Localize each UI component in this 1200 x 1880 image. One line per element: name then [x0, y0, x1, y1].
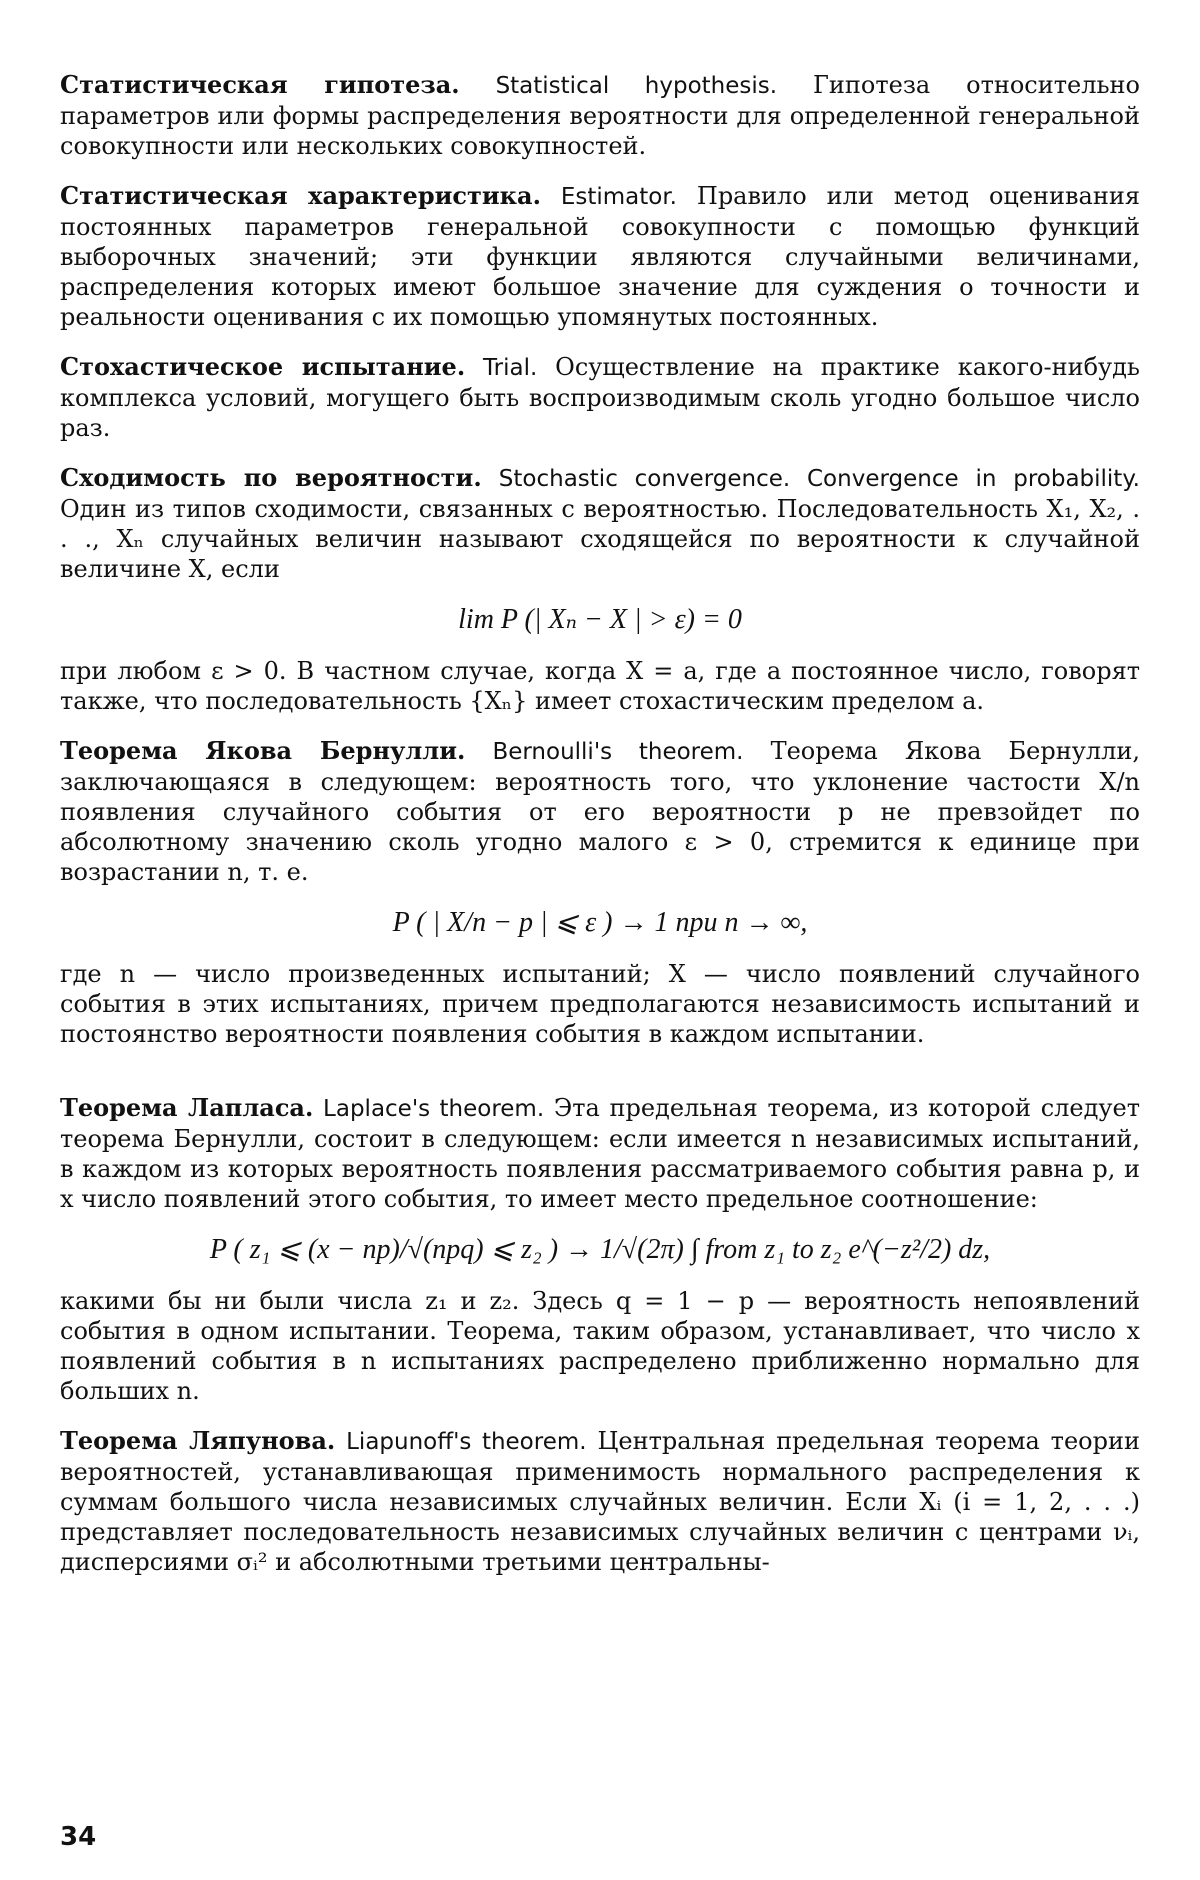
entry-term: Теорема Ляпунова. [60, 1426, 336, 1455]
entry-definition: Правило или метод оценивания постоянных параметров генеральной совокупности с помощью функций выборочных значений; эти функции являются случайными величинами, распределения которых имеют большое значение для суждения о точности и реальности оценивания с их помощью упомянутых постоянных. [60, 182, 1140, 331]
entry-english: Statistical hypothesis. [495, 73, 778, 99]
entry-term: Сходимость по вероятности. [60, 463, 482, 492]
entry-definition: Центральная предельная теорема теории вероятностей, устанавливающая применимость нормального распределения к суммам большого числа независимых случайных величин. Если Xᵢ (i = 1, 2, . . .) представляет последовательность независимых случайных величин с центрами νᵢ, дисперсиями σᵢ² и абсолютными третьими центральны- [60, 1427, 1140, 1576]
formula-bernoulli: P ( | X/n − p | ⩽ ε ) → 1 при n → ∞, [392, 907, 808, 938]
entry-english: Stochastic convergence. Convergence in probability. [498, 466, 1140, 492]
entry-liapunoff-theorem [60, 1426, 1140, 1577]
entry-term: Стохастическое испытание. [60, 352, 466, 381]
entry-continuation: при любом ε > 0. В частном случае, когда X = a, где a постоянное число, говорят также, что последовательность {Xₙ} имеет стохастическим пределом a. [60, 657, 1140, 715]
entry-english: Bernoulli's theorem. [492, 739, 744, 765]
page-number: 34 [60, 1822, 97, 1852]
entry-continuation: где n — число произведенных испытаний; X — число появлений случайного события в этих испытаниях, причем предполагаются независимость испытаний и постоянство вероятности появления события в каждом испытании. [60, 960, 1140, 1048]
entry-definition: Один из типов сходимости, связанных с вероятностью. Последовательность X₁, X₂, . . ., Xₙ случайных величин называют сходящейся по вероятности к случайной величине X, если [60, 495, 1140, 583]
entry-definition: Гипотеза относительно параметров или формы распределения вероятности для определенной генеральной совокупности или нескольких совокупностей. [60, 71, 1140, 160]
entry-definition: Теорема Якова Бернулли, заключающаяся в следующем: вероятность того, что уклонение частости X/n появления случайного события от его вероятности p не превзойдет по абсолютному значению сколь угодно малого ε > 0, стремится к единице при возрастании n, т. е. [60, 737, 1140, 886]
entry-bernoulli-theorem [60, 736, 1140, 887]
entry-english: Liapunoff's theorem. [346, 1429, 587, 1455]
entry-stochastic-convergence [60, 463, 1140, 584]
entry-term: Статистическая гипотеза. [60, 70, 460, 99]
formula-convergence: lim P (| Xₙ − X | > ε) = 0 [458, 604, 742, 635]
entry-statistical-hypothesis [60, 70, 1140, 161]
entry-term: Теорема Лапласа. [60, 1093, 314, 1122]
entry-english: Trial. [483, 355, 538, 381]
entry-continuation: какими бы ни были числа z₁ и z₂. Здесь q = 1 − p — вероятность непоявлений события в одном испытании. Теорема, таким образом, устанавливает, что число x появлений события в n испытаниях распределено приближенно нормально для больших n. [60, 1287, 1140, 1405]
dictionary-page [60, 70, 1140, 1597]
entry-estimator [60, 181, 1140, 332]
entry-term: Теорема Якова Бернулли. [60, 736, 466, 765]
entry-definition: Эта предельная теорема, из которой следует теорема Бернулли, состоит в следующем: если имеется n независимых испытаний, в каждом из которых вероятность появления рассматриваемого события равна p, и x число появлений этого события, то имеет место предельное соотношение: [60, 1094, 1140, 1213]
entry-term: Статистическая характеристика. [60, 181, 541, 210]
entry-definition: Осуществление на практике какого-нибудь комплекса условий, могущего быть воспроизводимым сколь угодно большое число раз. [60, 353, 1140, 442]
entry-trial [60, 352, 1140, 443]
formula-laplace: P ( z₁ ⩽ (x − np)/√(npq) ⩽ z₂ ) → 1/√(2π) ∫ from z₁ to z₂ e^(−z²/2) dz, [209, 1234, 991, 1265]
entry-english: Laplace's theorem. [323, 1096, 545, 1122]
entry-english: Estimator. [560, 184, 677, 210]
entry-laplace-theorem [60, 1093, 1140, 1214]
section-gap [60, 1069, 1140, 1093]
